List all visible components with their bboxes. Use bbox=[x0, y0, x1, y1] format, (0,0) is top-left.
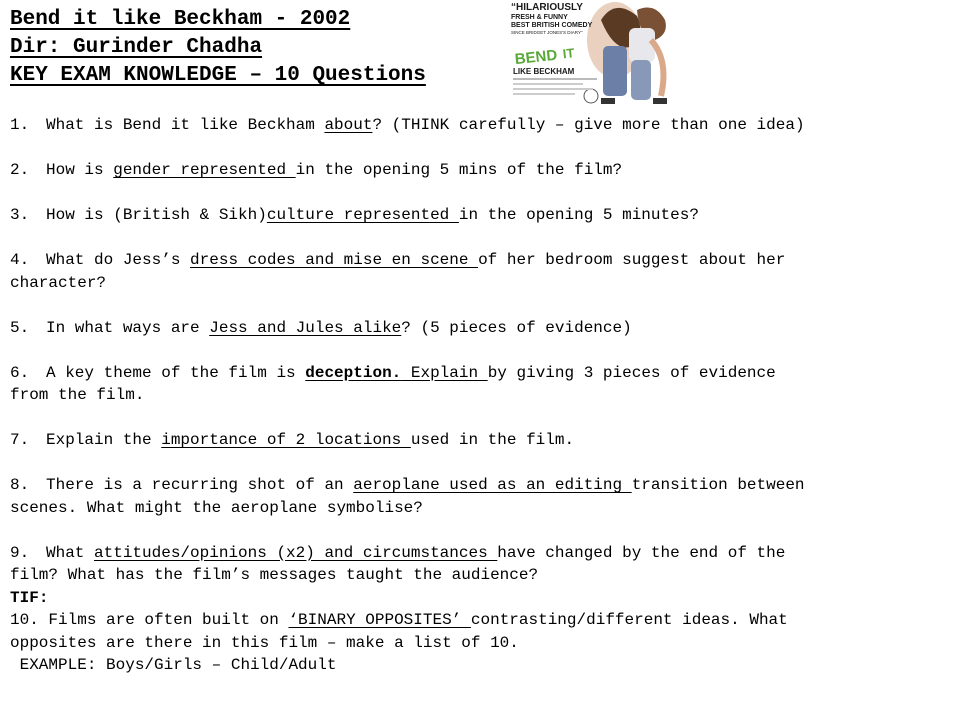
question-number: 3. bbox=[10, 206, 30, 224]
question-text: Explain the bbox=[46, 431, 162, 449]
question-number: 6. bbox=[10, 363, 30, 382]
question-text: in the opening 5 mins of the film? bbox=[295, 161, 623, 179]
question-9 bbox=[10, 542, 950, 565]
poster-logo-it: IT bbox=[561, 45, 576, 62]
question-number: 8. bbox=[10, 476, 30, 494]
question-6 bbox=[10, 362, 950, 385]
exam-subtitle: KEY EXAM KNOWLEDGE – 10 Questions bbox=[10, 64, 426, 87]
poster-logo-rest: LIKE BECKHAM bbox=[513, 67, 575, 76]
question-key-term: Explain bbox=[401, 363, 488, 382]
question-text: transition between bbox=[631, 476, 805, 494]
question-text: in the opening 5 minutes? bbox=[458, 206, 699, 224]
question-bold-term: deception. bbox=[305, 363, 402, 382]
tif-heading bbox=[10, 587, 950, 610]
question-3 bbox=[10, 204, 950, 227]
film-poster-image bbox=[505, 0, 677, 108]
question-number: 7. bbox=[10, 431, 30, 449]
question-6-continued: from the film. bbox=[10, 386, 145, 404]
question-10 bbox=[10, 609, 950, 632]
question-text: There is a recurring shot of an bbox=[46, 476, 354, 494]
question-list bbox=[10, 114, 950, 677]
question-9-continued: film? What has the film’s messages taught the audience? bbox=[10, 566, 539, 584]
poster-logo-bend: BEND bbox=[513, 46, 559, 69]
tif-label: TIF bbox=[10, 588, 39, 607]
question-text: 10. Films are often built on bbox=[10, 611, 289, 629]
title-block bbox=[10, 6, 426, 90]
question-key-term: Jess and Jules alike bbox=[209, 318, 402, 337]
question-number: 5. bbox=[10, 318, 30, 337]
poster-quote-1: “HILARIOUSLY bbox=[511, 2, 583, 13]
question-text: have changed by the end of the bbox=[497, 543, 786, 562]
question-number: 4. bbox=[10, 251, 30, 269]
question-key-term: about bbox=[324, 116, 373, 134]
poster-illustration bbox=[505, 0, 677, 108]
question-text: What is Bend it like Beckham bbox=[46, 116, 325, 134]
question-key-term: importance of 2 locations bbox=[161, 431, 411, 449]
question-7 bbox=[10, 429, 950, 452]
question-key-term: aeroplane used as an editing bbox=[353, 476, 632, 494]
question-1 bbox=[10, 114, 950, 137]
question-key-term: ‘BINARY OPPOSITES’ bbox=[288, 611, 471, 629]
question-key-term: attitudes/opinions (x2) and circumstances bbox=[94, 543, 498, 562]
film-title: Bend it like Beckham - 2002 bbox=[10, 8, 351, 31]
question-text: A key theme of the film is bbox=[46, 363, 306, 382]
poster-quote-2: FRESH & FUNNY bbox=[511, 14, 568, 21]
question-text: by giving 3 pieces of evidence bbox=[487, 363, 776, 382]
question-10-continued: opposites are there in this film – make a list of 10. bbox=[10, 633, 519, 652]
poster-quote-3: BEST BRITISH COMEDY bbox=[511, 22, 593, 29]
question-text: What do Jess’s bbox=[46, 251, 191, 269]
question-key-term: culture represented bbox=[266, 206, 459, 224]
question-text: What bbox=[46, 543, 95, 562]
question-number: 9. bbox=[10, 543, 30, 562]
question-number: 1. bbox=[10, 116, 30, 134]
example-line: EXAMPLE: Boys/Girls – Child/Adult bbox=[10, 656, 337, 674]
tif-colon: : bbox=[38, 588, 49, 607]
question-text: contrasting/different ideas. What bbox=[470, 611, 788, 629]
poster-quote-4: SINCE BRIDGET JONES'S DIARY” bbox=[511, 30, 583, 35]
question-text: used in the film. bbox=[410, 431, 575, 449]
question-4 bbox=[10, 249, 950, 272]
question-text: How is bbox=[46, 161, 114, 179]
question-text: of her bedroom suggest about her bbox=[478, 251, 786, 269]
question-text: How is (British & Sikh) bbox=[46, 206, 267, 224]
question-text: In what ways are bbox=[46, 318, 210, 337]
question-8 bbox=[10, 474, 950, 497]
question-text: ? (5 pieces of evidence) bbox=[401, 318, 632, 337]
question-key-term: dress codes and mise en scene bbox=[190, 251, 479, 269]
question-2 bbox=[10, 159, 950, 182]
question-5 bbox=[10, 317, 950, 340]
question-4-continued: character? bbox=[10, 273, 107, 292]
director-line: Dir: Gurinder Chadha bbox=[10, 36, 263, 59]
question-number: 2. bbox=[10, 161, 30, 179]
question-8-continued: scenes. What might the aeroplane symbolise? bbox=[10, 498, 423, 517]
question-text: ? (THINK carefully – give more than one idea) bbox=[372, 116, 805, 134]
question-key-term: gender represented bbox=[113, 161, 296, 179]
